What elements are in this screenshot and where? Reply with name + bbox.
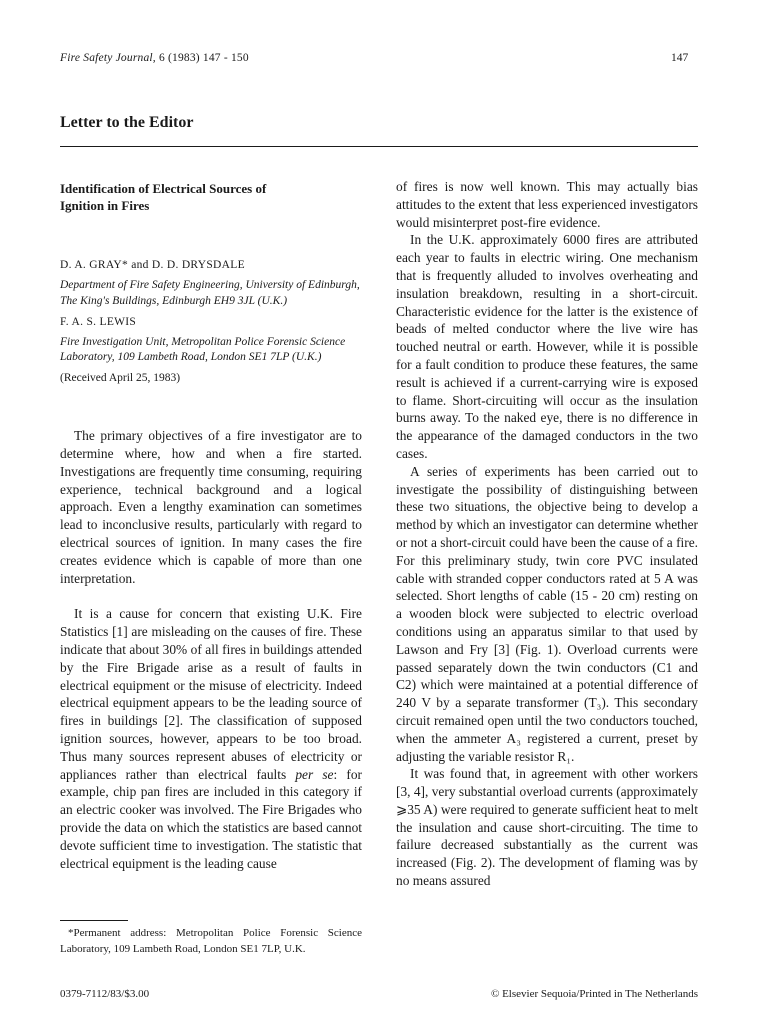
article-title (60, 180, 362, 214)
footnote: *Permanent address: Metropolitan Police Forensic Science Laboratory, 109 Lambeth Road, London SE1 7LP, U.K. (60, 927, 362, 955)
right-column (396, 178, 698, 890)
issn-code: 0379-7112/83/$3.00 (60, 988, 150, 1000)
paragraph-5: A series of experiments has been carried out to investigate the possibility of distinguishing between these two situations, the objective being to develop a method by which an investigator can determine whether or not a short-circuit could have been the cause of a fire. For this preliminary study, twin core PVC insulated cable with stranded copper conductors rated at 5 A was selected. Short lengths of cable (15 - 20 cm) resting on a wooden block were subjected to electric overload conditions using an apparatus similar to that used by Lawson and Fry [3] (Fig. 1). Overload currents were passed separately down the twin conductors (C1 and C2) which were maintained at a potential difference of 240 V by a separate transformer (T₃). This secondary circuit remained open until the two conductors touched, when the ammeter A₃ registered a current, preset by adjusting the variable resistor R₁. (396, 463, 698, 764)
section-title: Letter to the Editor (60, 114, 194, 131)
left-body-text (60, 427, 362, 872)
paragraph-2-italic: per se (295, 766, 334, 782)
paragraph-6: It was found that, in agreement with other workers [3, 4], very substantial overload currents (approximately ⩾35 A) were required to generate sufficient heat to melt the insulation and cause short-circuiting. The time to failure decreased substantially as the current was increased (Fig. 2). The development of flaming was by no means assured (396, 766, 698, 889)
journal-volume-pages: 6 (1983) 147 - 150 (155, 52, 249, 64)
article-title-line-1: Identification of Electrical Sources of (60, 181, 267, 196)
paragraph-4: In the U.K. approximately 6000 fires are attributed each year to faults in electric wiring. One mechanism that is frequently alluded to involves overheating and insulation breakdown, resulting in a short-circuit. Characteristic evidence for the latter is the existence of beads of melted conductor where the live wire has touched neutral or earth. However, while it is possible for a fault condition to produce these features, the same result is achieved if a current-carrying wire is exposed to flame. Short-circuiting will occur as the insulation burns away. To the naked eye, there is no difference in the appearance of the damaged conductors in the two cases. (396, 232, 698, 461)
received-date: (Received April 25, 1983) (60, 372, 181, 385)
paragraph-3: of fires is now well known. This may actually bias attitudes to the extent that less experienced investigators would misinterpret post-fire evidence. (396, 179, 698, 230)
journal-name: Fire Safety Journal, (60, 52, 156, 64)
footnote-divider (60, 920, 128, 921)
paragraph-2 (60, 605, 362, 872)
article-title-line-2: Ignition in Fires (60, 198, 150, 213)
paragraph-1: The primary objectives of a fire investigator are to determine where, how and when a fire started. Investigations are frequently time consuming, requiring experience, technical background and a logical approach. Even a lengthy examination can sometimes lead to inconclusive results, particularly with regard to electrical sources of ignition. In many cases the fire creates evidence which is capable of more than one interpretation. (60, 428, 362, 586)
paragraph-2-part-b: : for example, chip pan fires are included in this category if an electric cooker was involved. The Fire Brigades who provide the data on which the statistics are based cannot devote sufficient time to investigation. The statistic that electrical equipment is the leading cause (60, 766, 362, 871)
left-column (60, 180, 362, 872)
page-number: 147 (671, 52, 689, 64)
journal-citation (60, 52, 249, 64)
author-list-1: D. A. GRAY* and D. D. DRYSDALE (60, 259, 245, 271)
copyright-notice: © Elsevier Sequoia/Printed in The Netherlands (490, 988, 698, 1000)
paragraph-2-part-a: It is a cause for concern that existing U.K. Fire Statistics [1] are misleading on the causes of fire. These indicate that about 30% of all fires in buildings attended by the Fire Brigade arise as a result of faults in electrical equipment or the misuse of electricity. Indeed electrical equipment appears to be the leading source of fires in buildings [2]. The classification of supposed ignition sources, however, appears to be too broad. Thus many sources represent abuses of electricity or appliances rather than electrical faults (60, 606, 362, 782)
affiliation-1: Department of Fire Safety Engineering, University of Edinburgh, The King's Buildings, Edinburgh EH9 3JL (U.K.) (60, 279, 360, 307)
header-divider (60, 146, 698, 147)
author-list-2: F. A. S. LEWIS (60, 315, 137, 328)
affiliation-2: Fire Investigation Unit, Metropolitan Police Forensic Science Laboratory, 109 Lambeth Road, London SE1 7LP (U.K.) (60, 335, 346, 364)
